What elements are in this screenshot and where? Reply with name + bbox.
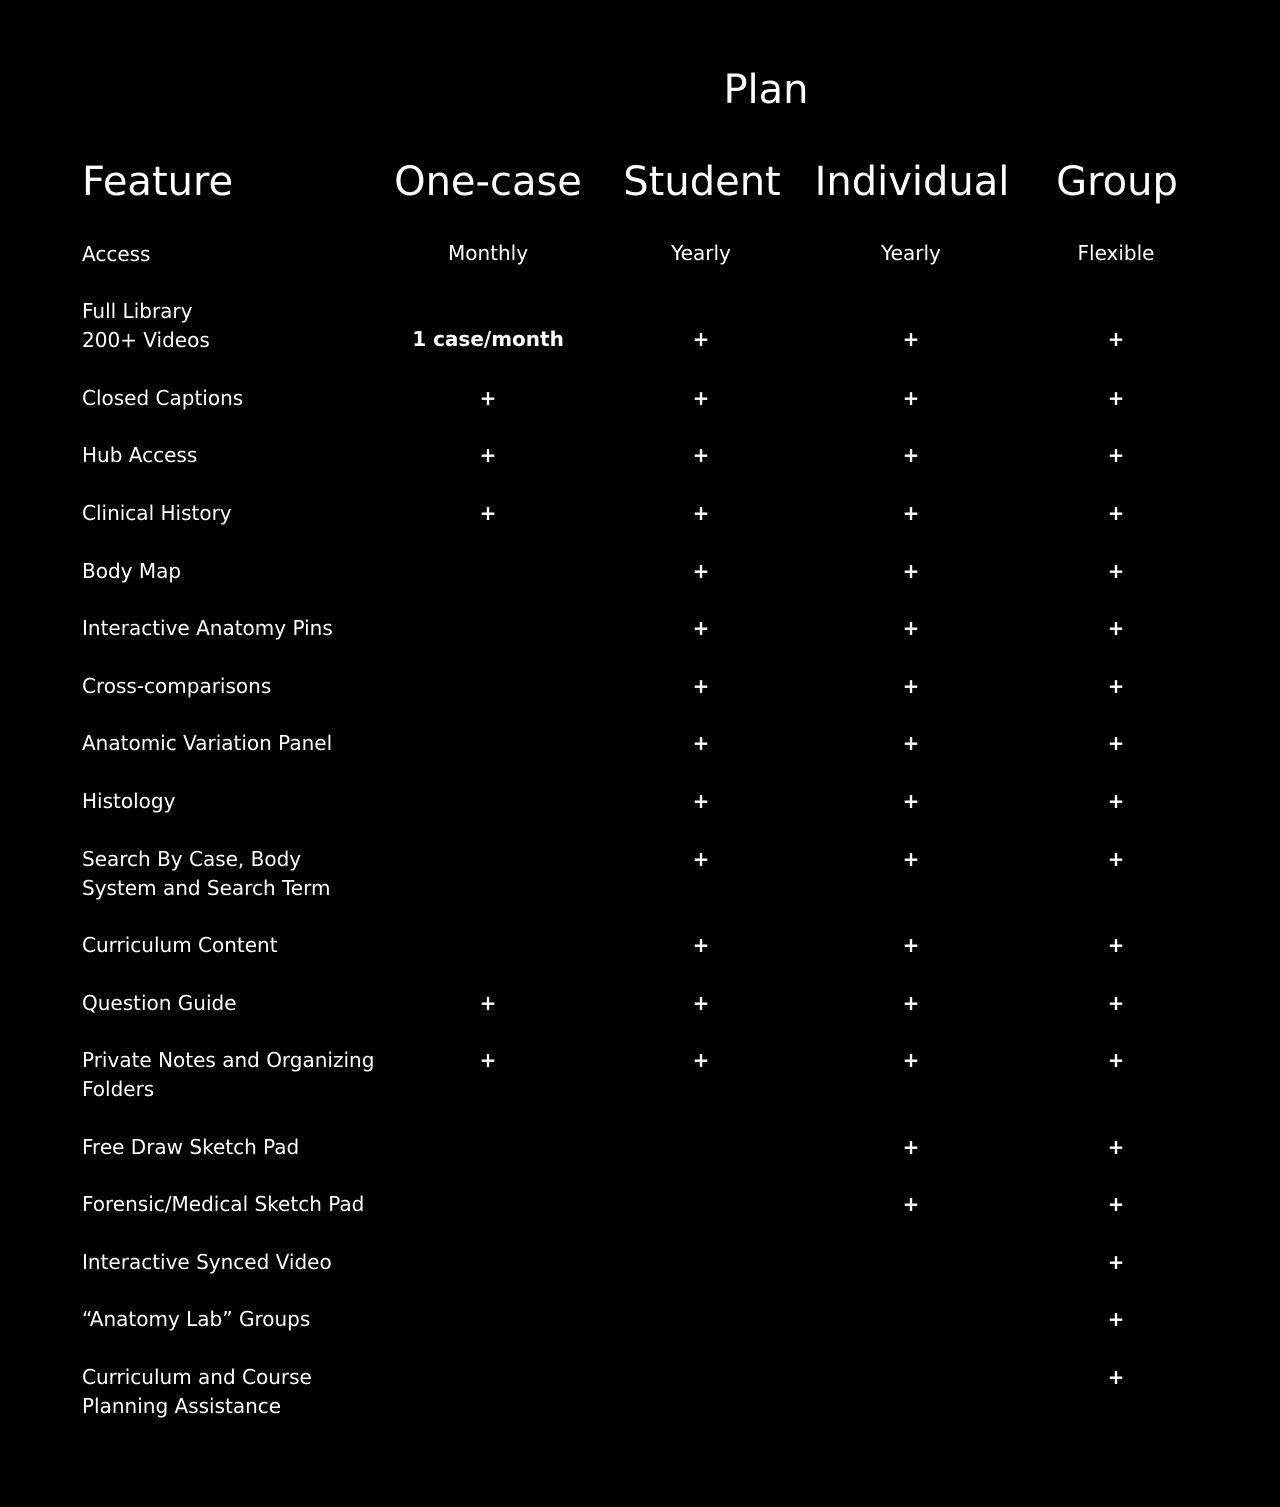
feature-label: Clinical History bbox=[82, 501, 232, 525]
included-mark: + bbox=[1107, 1307, 1125, 1331]
included-mark: + bbox=[1107, 933, 1125, 957]
feature-label: Body Map bbox=[82, 559, 182, 583]
included-mark: + bbox=[1107, 1048, 1125, 1072]
feature-label: Curriculum Content bbox=[82, 933, 278, 957]
included-mark: + bbox=[692, 789, 710, 813]
included-mark: + bbox=[479, 1048, 497, 1072]
included-mark: + bbox=[479, 501, 497, 525]
feature-label: Search By Case, Body System and Search Term bbox=[82, 847, 331, 900]
included-mark: + bbox=[902, 847, 920, 871]
feature-label: Interactive Anatomy Pins bbox=[82, 616, 333, 640]
included-mark: + bbox=[692, 559, 710, 583]
included-mark: + bbox=[1107, 1250, 1125, 1274]
included-mark: + bbox=[1107, 991, 1125, 1015]
access-value: Flexible bbox=[1077, 241, 1155, 265]
included-mark: + bbox=[902, 443, 920, 467]
feature-header: Feature bbox=[82, 159, 234, 205]
included-mark: + bbox=[902, 327, 920, 351]
feature-label: Histology bbox=[82, 789, 176, 813]
included-mark: + bbox=[902, 933, 920, 957]
included-mark: + bbox=[692, 616, 710, 640]
included-mark: + bbox=[902, 1048, 920, 1072]
included-mark: + bbox=[1107, 789, 1125, 813]
feature-label: Anatomic Variation Panel bbox=[82, 731, 333, 755]
included-mark: + bbox=[692, 1048, 710, 1072]
plan-header-individual: Individual bbox=[814, 159, 1010, 205]
included-mark: + bbox=[902, 674, 920, 698]
plan-header-student: Student bbox=[623, 159, 781, 205]
included-mark: + bbox=[902, 559, 920, 583]
access-label: Access bbox=[82, 242, 151, 266]
included-mark: + bbox=[692, 674, 710, 698]
included-mark: + bbox=[692, 501, 710, 525]
included-mark: + bbox=[692, 327, 710, 351]
access-value: Yearly bbox=[881, 241, 941, 265]
included-mark: + bbox=[1107, 674, 1125, 698]
plan-title: Plan bbox=[723, 67, 809, 113]
access-value: Yearly bbox=[671, 241, 731, 265]
included-mark: + bbox=[902, 1135, 920, 1159]
included-mark: + bbox=[479, 991, 497, 1015]
feature-label: Free Draw Sketch Pad bbox=[82, 1135, 300, 1159]
feature-label: Curriculum and Course Planning Assistance bbox=[82, 1365, 312, 1418]
included-mark: + bbox=[692, 847, 710, 871]
included-mark: + bbox=[902, 991, 920, 1015]
feature-label: Cross-comparisons bbox=[82, 674, 272, 698]
feature-label: Full Library 200+ Videos bbox=[82, 299, 210, 352]
included-mark: + bbox=[692, 933, 710, 957]
feature-label: “Anatomy Lab” Groups bbox=[82, 1307, 311, 1331]
included-mark: + bbox=[692, 731, 710, 755]
included-mark: + bbox=[902, 1192, 920, 1216]
included-mark: + bbox=[1107, 1135, 1125, 1159]
feature-value: 1 case/month bbox=[412, 327, 564, 351]
included-mark: + bbox=[692, 443, 710, 467]
feature-label: Hub Access bbox=[82, 443, 198, 467]
included-mark: + bbox=[692, 386, 710, 410]
included-mark: + bbox=[1107, 501, 1125, 525]
included-mark: + bbox=[692, 991, 710, 1015]
included-mark: + bbox=[1107, 443, 1125, 467]
included-mark: + bbox=[1107, 731, 1125, 755]
feature-label: Forensic/Medical Sketch Pad bbox=[82, 1192, 365, 1216]
included-mark: + bbox=[1107, 616, 1125, 640]
included-mark: + bbox=[902, 386, 920, 410]
included-mark: + bbox=[1107, 1192, 1125, 1216]
included-mark: + bbox=[1107, 327, 1125, 351]
feature-label: Closed Captions bbox=[82, 386, 244, 410]
included-mark: + bbox=[902, 789, 920, 813]
included-mark: + bbox=[1107, 847, 1125, 871]
included-mark: + bbox=[1107, 386, 1125, 410]
included-mark: + bbox=[902, 616, 920, 640]
feature-label: Question Guide bbox=[82, 991, 237, 1015]
feature-label: Interactive Synced Video bbox=[82, 1250, 332, 1274]
included-mark: + bbox=[1107, 1365, 1125, 1389]
included-mark: + bbox=[902, 731, 920, 755]
plan-header-group: Group bbox=[1056, 159, 1178, 205]
included-mark: + bbox=[479, 443, 497, 467]
feature-label: Private Notes and Organizing Folders bbox=[82, 1048, 375, 1101]
included-mark: + bbox=[479, 386, 497, 410]
plan-header-one-case: One-case bbox=[394, 159, 582, 205]
included-mark: + bbox=[1107, 559, 1125, 583]
access-value: Monthly bbox=[447, 241, 529, 265]
included-mark: + bbox=[902, 501, 920, 525]
